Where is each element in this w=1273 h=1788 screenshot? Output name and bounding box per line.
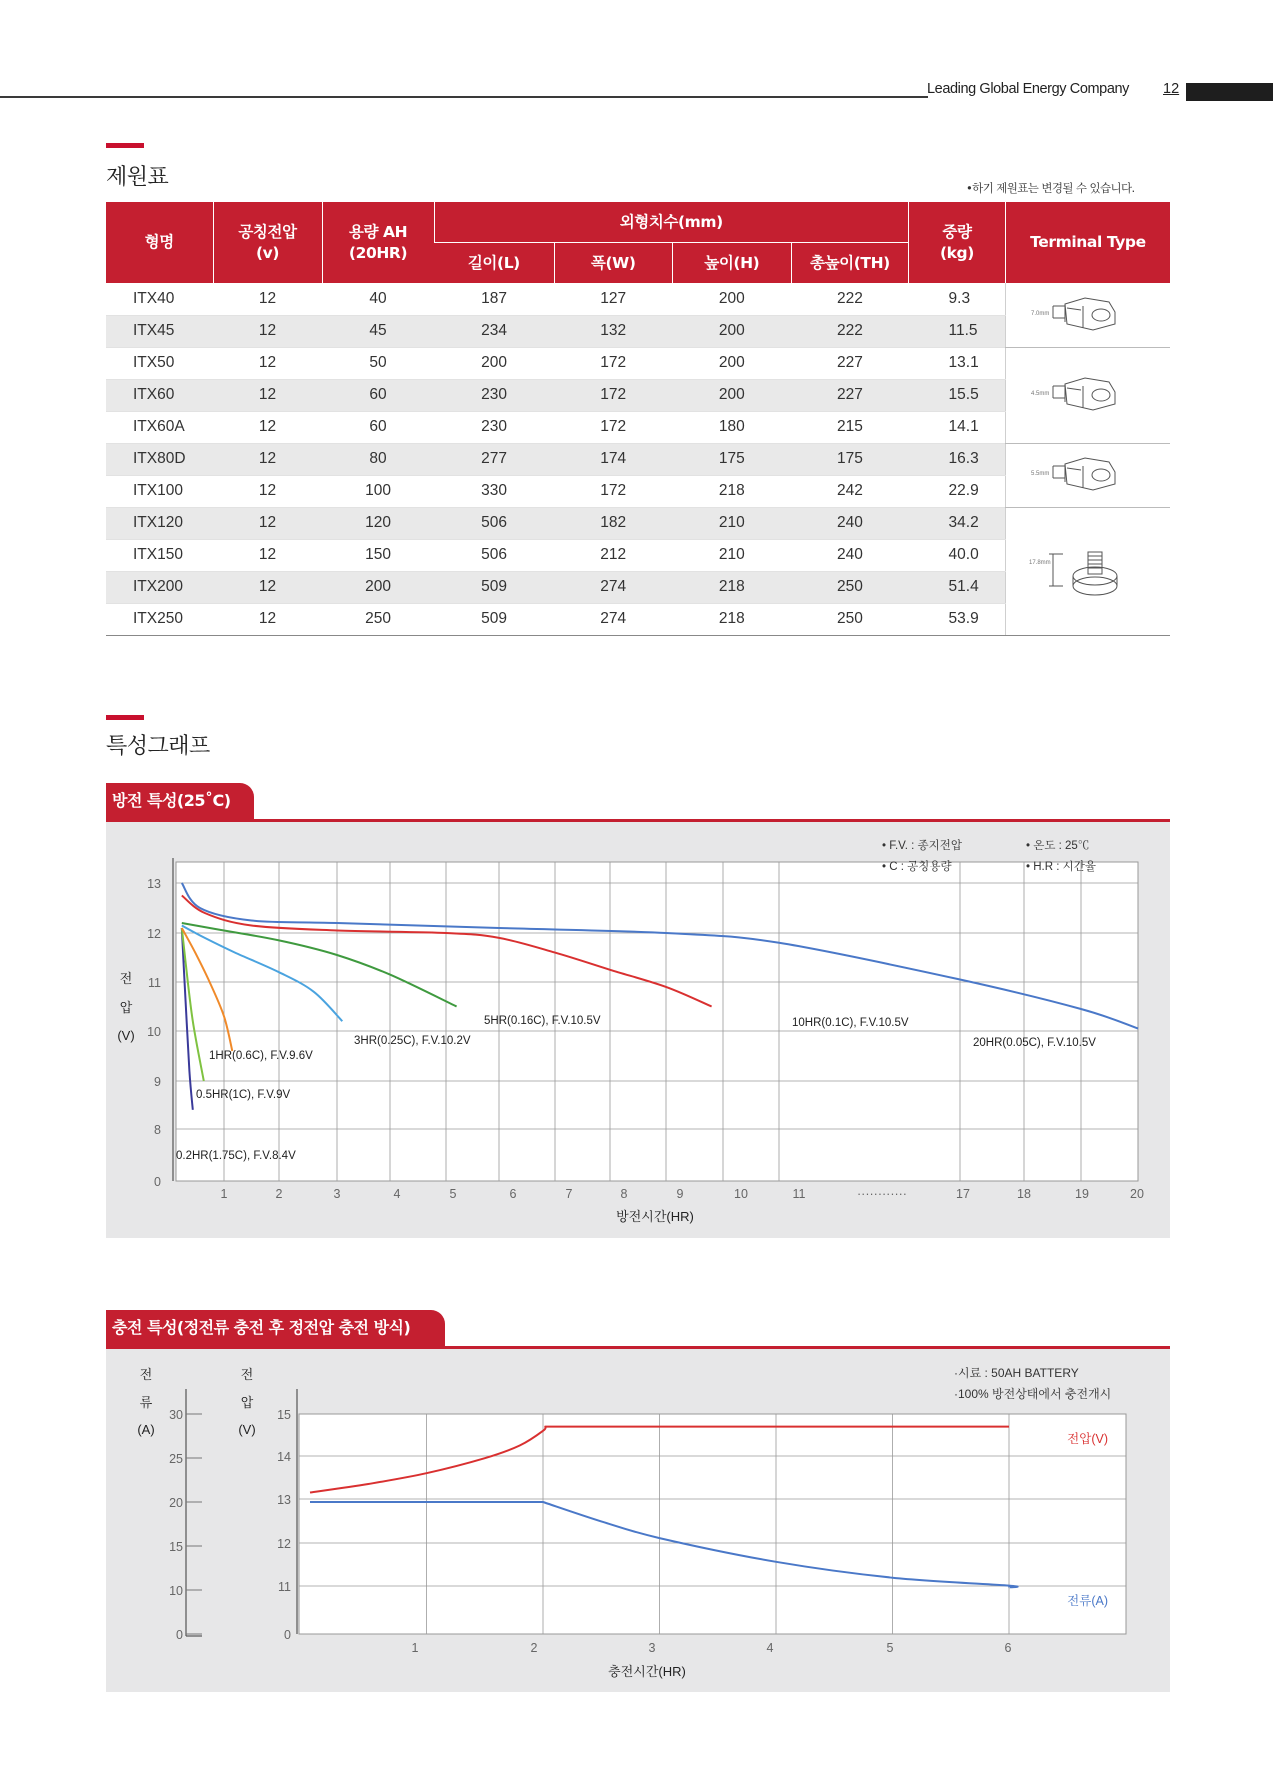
cell-weight: 13.1 xyxy=(909,347,1006,379)
col-terminal: Terminal Type xyxy=(1005,202,1170,283)
cell-capacity: 60 xyxy=(322,379,434,411)
series-label: 0.2HR(1.75C), F.V.8.4V xyxy=(176,1150,296,1162)
cell-height: 218 xyxy=(672,475,791,507)
cell-voltage: 12 xyxy=(213,411,322,443)
cell-height: 200 xyxy=(672,315,791,347)
cell-length: 330 xyxy=(434,475,554,507)
cell-capacity: 200 xyxy=(322,571,434,603)
discharge-chart-tab: 방전 특성(25˚C) xyxy=(106,783,254,819)
discharge-chart xyxy=(106,822,1170,1238)
table-row xyxy=(106,347,1170,379)
series-label: 3HR(0.25C), F.V.10.2V xyxy=(354,1035,471,1047)
current-tick-label: 0 xyxy=(176,1628,183,1642)
cell-width: 174 xyxy=(554,443,672,475)
cell-weight: 51.4 xyxy=(909,571,1006,603)
terminal-icon xyxy=(1023,368,1153,422)
cell-voltage: 12 xyxy=(213,283,322,315)
x-tick-label: 6 xyxy=(509,1187,517,1201)
col-voltage: 공칭전압 (v) xyxy=(213,202,322,283)
cell-total-height: 222 xyxy=(791,315,908,347)
y-tick-label: 0 xyxy=(154,1175,161,1189)
cell-weight: 40.0 xyxy=(909,539,1006,571)
cell-voltage: 12 xyxy=(213,379,322,411)
voltage-axis-label: 전 xyxy=(240,1367,254,1382)
cell-capacity: 250 xyxy=(322,603,434,635)
col-weight: 중량 (kg) xyxy=(909,202,1006,283)
cell-length: 506 xyxy=(434,539,554,571)
col-width: 폭(W) xyxy=(554,242,672,283)
voltage-axis-label: 압 xyxy=(240,1395,254,1410)
cell-weight: 34.2 xyxy=(909,507,1006,539)
spec-section-marker xyxy=(106,143,144,148)
graph-section-marker xyxy=(106,715,144,720)
cell-voltage: 12 xyxy=(213,507,322,539)
cell-width: 132 xyxy=(554,315,672,347)
cell-length: 234 xyxy=(434,315,554,347)
cell-height: 200 xyxy=(672,283,791,315)
charge-chart-tab: 충전 특성(정전류 충전 후 정전압 충전 방식) xyxy=(106,1310,445,1346)
col-model: 형명 xyxy=(106,202,213,283)
x-tick-label: 2 xyxy=(530,1641,538,1655)
terminal-dimension-label: 4.5mm xyxy=(1030,391,1050,397)
cell-length: 230 xyxy=(434,411,554,443)
x-axis-label: 방전시간(HR) xyxy=(616,1209,694,1224)
cell-model: ITX80D xyxy=(106,443,213,475)
terminal-drawing-cell xyxy=(1005,283,1170,347)
terminal-dimension-label: 5.5mm xyxy=(1030,471,1050,477)
x-tick-label: 5 xyxy=(449,1187,457,1201)
y-tick-label: 9 xyxy=(154,1075,161,1089)
legend-entry: • 온도 : 25℃ xyxy=(1026,840,1090,852)
x-tick-label: 1 xyxy=(411,1641,419,1655)
spec-title: 제원표 xyxy=(106,165,169,190)
x-tick-label: 17 xyxy=(956,1187,970,1201)
cell-capacity: 100 xyxy=(322,475,434,507)
cell-height: 200 xyxy=(672,379,791,411)
chart-note: ·100% 방전상태에서 충전개시 xyxy=(954,1387,1112,1401)
cell-height: 210 xyxy=(672,539,791,571)
voltage-tick-label: 13 xyxy=(277,1493,291,1507)
cell-model: ITX120 xyxy=(106,507,213,539)
x-tick-label: 7 xyxy=(565,1187,573,1201)
x-tick-label: 3 xyxy=(333,1187,341,1201)
cell-weight: 15.5 xyxy=(909,379,1006,411)
x-tick-label: 19 xyxy=(1075,1187,1089,1201)
x-tick-label: 10 xyxy=(734,1187,748,1201)
y-tick-label: 10 xyxy=(147,1025,161,1039)
x-tick-label: 4 xyxy=(393,1187,401,1201)
cell-capacity: 50 xyxy=(322,347,434,379)
current-axis-label: 전 xyxy=(139,1367,153,1382)
cell-weight: 9.3 xyxy=(909,283,1006,315)
cell-voltage: 12 xyxy=(213,571,322,603)
current-tick-label: 20 xyxy=(169,1496,183,1510)
spec-note: •하기 제원표는 변경될 수 있습니다. xyxy=(966,181,1135,195)
x-tick-label: 4 xyxy=(766,1641,774,1655)
cell-weight: 22.9 xyxy=(909,475,1006,507)
y-axis-label: 압 xyxy=(119,1000,133,1015)
table-row xyxy=(106,283,1170,315)
cell-height: 218 xyxy=(672,571,791,603)
voltage-tick-label: 14 xyxy=(277,1450,291,1464)
cell-total-height: 250 xyxy=(791,571,908,603)
cell-length: 200 xyxy=(434,347,554,379)
x-tick-label: 11 xyxy=(792,1187,806,1201)
terminal-dimension-label: 7.0mm xyxy=(1030,310,1050,317)
cell-width: 274 xyxy=(554,571,672,603)
current-axis-label: 류 xyxy=(139,1395,153,1410)
header-bar xyxy=(1186,83,1273,101)
y-tick-label: 11 xyxy=(148,976,161,990)
discharge-chart-panel xyxy=(106,822,1170,1238)
y-tick-label: 12 xyxy=(147,927,161,941)
cell-total-height: 240 xyxy=(791,539,908,571)
cell-total-height: 227 xyxy=(791,347,908,379)
plot-area xyxy=(299,1414,1126,1634)
terminal-icon xyxy=(1023,288,1153,342)
charge-chart-panel xyxy=(106,1349,1170,1692)
terminal-icon xyxy=(1023,448,1153,502)
cell-capacity: 40 xyxy=(322,283,434,315)
cell-width: 212 xyxy=(554,539,672,571)
x-tick-label: 6 xyxy=(1004,1641,1012,1655)
cell-length: 277 xyxy=(434,443,554,475)
cell-length: 506 xyxy=(434,507,554,539)
series-label: 5HR(0.16C), F.V.10.5V xyxy=(484,1015,601,1027)
cell-length: 187 xyxy=(434,283,554,315)
cell-height: 210 xyxy=(672,507,791,539)
cell-height: 175 xyxy=(672,443,791,475)
y-tick-label: 13 xyxy=(147,877,161,891)
voltage-tick-label: 11 xyxy=(278,1580,291,1594)
series-label: 10HR(0.1C), F.V.10.5V xyxy=(792,1017,909,1029)
cell-capacity: 60 xyxy=(322,411,434,443)
current-tick-label: 30 xyxy=(169,1408,183,1422)
cell-total-height: 222 xyxy=(791,283,908,315)
company-tagline: Leading Global Energy Company xyxy=(927,81,1130,97)
series-label: 0.5HR(1C), F.V.9V xyxy=(196,1089,291,1101)
voltage-axis-label: (V) xyxy=(238,1422,256,1437)
cell-weight: 53.9 xyxy=(909,603,1006,635)
cell-width: 172 xyxy=(554,411,672,443)
col-height: 높이(H) xyxy=(672,242,791,283)
cell-model: ITX100 xyxy=(106,475,213,507)
table-row xyxy=(106,507,1170,539)
cell-total-height: 215 xyxy=(791,411,908,443)
cell-weight: 16.3 xyxy=(909,443,1006,475)
terminal-dimension-label: 17.8mm xyxy=(1028,560,1051,566)
y-axis-label: (V) xyxy=(117,1028,135,1043)
x-tick-label: 18 xyxy=(1017,1187,1031,1201)
cell-width: 127 xyxy=(554,283,672,315)
cell-voltage: 12 xyxy=(213,603,322,635)
cell-width: 274 xyxy=(554,603,672,635)
current-tick-label: 15 xyxy=(169,1540,183,1554)
cell-voltage: 12 xyxy=(213,539,322,571)
cell-length: 509 xyxy=(434,571,554,603)
cell-length: 509 xyxy=(434,603,554,635)
cell-length: 230 xyxy=(434,379,554,411)
chart-note: ·시료 : 50AH BATTERY xyxy=(954,1366,1079,1380)
cell-width: 182 xyxy=(554,507,672,539)
terminal-drawing-cell xyxy=(1005,507,1170,635)
plot-area xyxy=(176,862,1138,1181)
cell-voltage: 12 xyxy=(213,443,322,475)
terminal-icon xyxy=(1023,544,1153,598)
series-label: 20HR(0.05C), F.V.10.5V xyxy=(973,1037,1096,1049)
terminal-drawing-cell xyxy=(1005,443,1170,507)
graph-section-title: 특성그래프 xyxy=(106,734,210,759)
cell-voltage: 12 xyxy=(213,347,322,379)
current-tick-label: 25 xyxy=(169,1452,183,1466)
cell-weight: 11.5 xyxy=(909,315,1006,347)
header-rule xyxy=(0,96,928,98)
cell-total-height: 227 xyxy=(791,379,908,411)
legend-entry: • F.V. : 종지전압 xyxy=(882,840,962,852)
current-tick-label: 10 xyxy=(169,1584,183,1598)
x-tick-label: 8 xyxy=(620,1187,628,1201)
y-axis-label: 전 xyxy=(119,971,133,986)
series-label: 전압(V) xyxy=(1067,1432,1108,1446)
col-dimensions: 외형치수(mm) xyxy=(434,202,908,242)
series-label: 전류(A) xyxy=(1067,1594,1108,1608)
cell-model: ITX40 xyxy=(106,283,213,315)
col-length: 길이(L) xyxy=(434,242,554,283)
voltage-tick-label: 15 xyxy=(277,1408,291,1422)
col-capacity: 용량 AH (20HR) xyxy=(322,202,434,283)
charge-chart xyxy=(106,1349,1170,1692)
cell-capacity: 120 xyxy=(322,507,434,539)
cell-total-height: 175 xyxy=(791,443,908,475)
cell-total-height: 250 xyxy=(791,603,908,635)
x-tick-label: 2 xyxy=(275,1187,283,1201)
cell-capacity: 80 xyxy=(322,443,434,475)
x-tick-label: 3 xyxy=(648,1641,656,1655)
current-axis-label: (A) xyxy=(137,1422,155,1437)
cell-total-height: 242 xyxy=(791,475,908,507)
cell-model: ITX150 xyxy=(106,539,213,571)
page-number: 12 xyxy=(1163,81,1180,97)
y-tick-label: 8 xyxy=(154,1123,161,1137)
spec-table xyxy=(106,202,1170,636)
cell-capacity: 45 xyxy=(322,315,434,347)
cell-model: ITX60A xyxy=(106,411,213,443)
x-tick-label: 5 xyxy=(886,1641,894,1655)
x-tick-label: 1 xyxy=(220,1187,228,1201)
x-tick-label: ············ xyxy=(857,1187,907,1201)
cell-total-height: 240 xyxy=(791,507,908,539)
terminal-drawing-cell xyxy=(1005,347,1170,443)
cell-width: 172 xyxy=(554,379,672,411)
x-axis-label: 충전시간(HR) xyxy=(608,1664,686,1679)
series-label: 1HR(0.6C), F.V.9.6V xyxy=(209,1050,313,1062)
cell-model: ITX50 xyxy=(106,347,213,379)
cell-height: 218 xyxy=(672,603,791,635)
legend-entry: • C : 공칭용량 xyxy=(882,861,952,873)
cell-height: 200 xyxy=(672,347,791,379)
x-tick-label: 20 xyxy=(1130,1187,1144,1201)
cell-weight: 14.1 xyxy=(909,411,1006,443)
cell-voltage: 12 xyxy=(213,475,322,507)
cell-height: 180 xyxy=(672,411,791,443)
voltage-tick-label: 12 xyxy=(277,1537,291,1551)
cell-model: ITX45 xyxy=(106,315,213,347)
cell-model: ITX250 xyxy=(106,603,213,635)
legend-entry: • H.R : 시간율 xyxy=(1026,861,1096,873)
cell-width: 172 xyxy=(554,475,672,507)
table-row xyxy=(106,443,1170,475)
cell-capacity: 150 xyxy=(322,539,434,571)
cell-width: 172 xyxy=(554,347,672,379)
col-total-height: 총높이(TH) xyxy=(791,242,908,283)
cell-model: ITX60 xyxy=(106,379,213,411)
cell-model: ITX200 xyxy=(106,571,213,603)
cell-voltage: 12 xyxy=(213,315,322,347)
x-tick-label: 9 xyxy=(676,1187,684,1201)
voltage-tick-label: 0 xyxy=(284,1628,291,1642)
